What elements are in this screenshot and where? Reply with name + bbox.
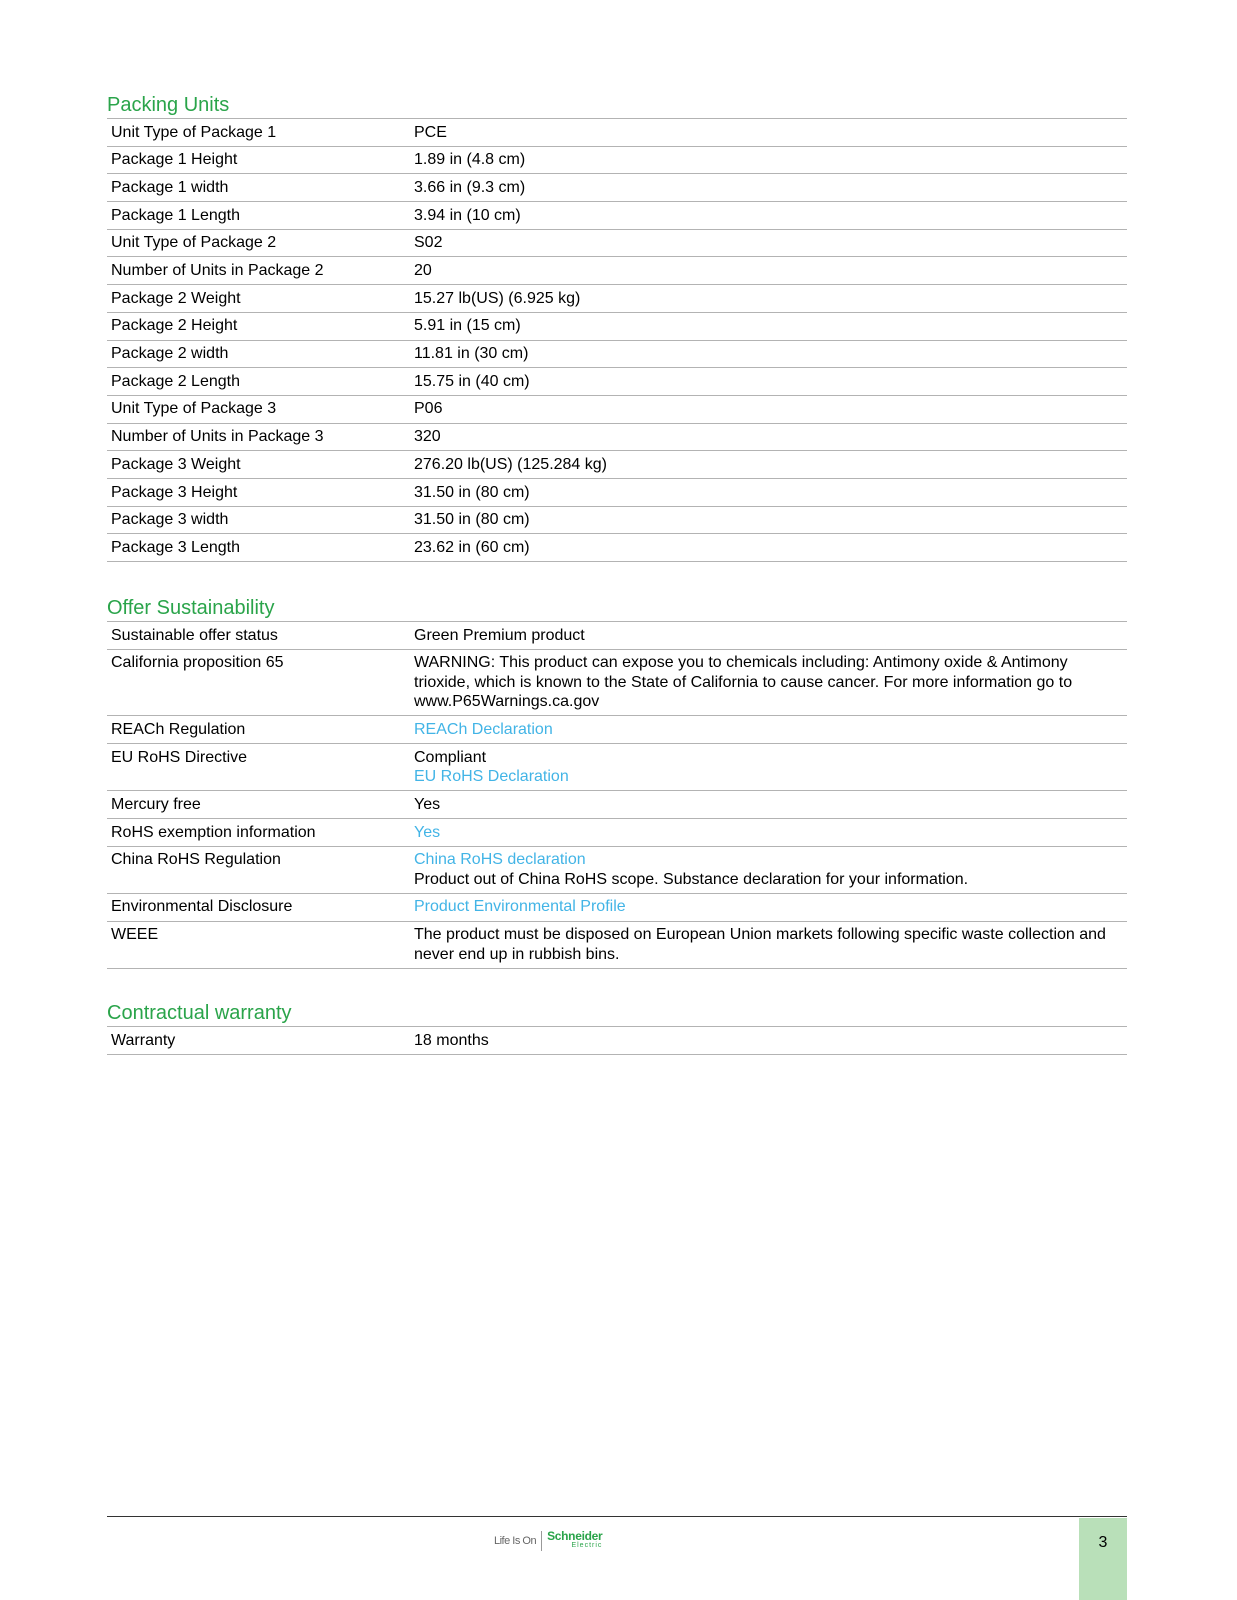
row-label: Unit Type of Package 3 (111, 400, 277, 418)
table-row (107, 174, 1127, 202)
value-text: Compliant (414, 748, 487, 766)
row-label: Package 2 Length (111, 372, 240, 390)
row-value (410, 202, 1127, 230)
row-value (410, 368, 1127, 396)
table-row (107, 451, 1127, 479)
row-value (410, 478, 1127, 506)
row-value (410, 395, 1127, 423)
value-text: 3.66 in (9.3 cm) (414, 178, 526, 196)
document-link[interactable]: REACh Declaration (414, 720, 553, 738)
row-label: Number of Units in Package 2 (111, 262, 324, 280)
table-row (107, 423, 1127, 451)
row-label: Package 1 Length (111, 206, 240, 224)
document-link[interactable]: Product Environmental Profile (414, 898, 626, 916)
brand-mark (547, 1531, 602, 1551)
section-title: Contractual warranty (107, 1002, 292, 1024)
row-label: REACh Regulation (111, 720, 246, 738)
value-text: 20 (414, 262, 432, 280)
table-row (107, 622, 1127, 650)
section-title: Packing Units (107, 94, 230, 116)
table-row (107, 1027, 1127, 1055)
row-value (410, 534, 1127, 562)
row-label: Package 2 width (111, 345, 229, 363)
row-label: WEEE (111, 926, 159, 944)
value-text: 1.89 in (4.8 cm) (414, 151, 526, 169)
value-text: Green Premium product (414, 626, 585, 644)
value-text: 320 (414, 428, 441, 446)
value-text: 5.91 in (15 cm) (414, 317, 521, 335)
document-link[interactable]: Yes (414, 823, 441, 841)
row-value (410, 340, 1127, 368)
packing-units-table (107, 118, 1127, 562)
value-text: 23.62 in (60 cm) (414, 538, 530, 556)
table-row (107, 716, 1127, 744)
value-text: 11.81 in (30 cm) (414, 345, 529, 363)
row-label: Environmental Disclosure (111, 898, 293, 916)
row-value (410, 174, 1127, 202)
row-label: Package 3 Length (111, 538, 240, 556)
value-text: 15.27 lb(US) (6.925 kg) (414, 289, 581, 307)
value-text: 15.75 in (40 cm) (414, 372, 530, 390)
row-value (410, 506, 1127, 534)
row-label: China RoHS Regulation (111, 851, 281, 869)
row-label: Package 3 width (111, 511, 229, 529)
value-text: Yes (414, 795, 441, 813)
value-text: S02 (414, 234, 443, 252)
row-value (410, 146, 1127, 174)
value-text: PCE (414, 123, 447, 141)
table-row (107, 921, 1127, 968)
table-row (107, 893, 1127, 921)
row-value (410, 893, 1127, 921)
table-row (107, 257, 1127, 285)
row-value (410, 649, 1127, 716)
table-row (107, 312, 1127, 340)
row-value (410, 846, 1127, 893)
table-row (107, 285, 1127, 313)
row-label: Package 1 Height (111, 151, 238, 169)
section-title: Offer Sustainability (107, 597, 275, 619)
row-value (410, 285, 1127, 313)
life-is-on-tagline: Life Is On (494, 1535, 537, 1547)
brand-name: Schneider (547, 1529, 603, 1543)
row-label: Unit Type of Package 2 (111, 234, 277, 252)
row-label: EU RoHS Directive (111, 748, 248, 766)
row-value (410, 744, 1127, 791)
footer-divider (107, 1516, 1127, 1517)
value-text: The product must be disposed on European Union markets following specific waste collection and never end up in rubbish bins. (414, 926, 1106, 963)
row-label: Sustainable offer status (111, 626, 278, 644)
row-value (410, 716, 1127, 744)
table-row (107, 534, 1127, 562)
row-value (410, 119, 1127, 147)
section-contractual-warranty (107, 1001, 1127, 1055)
table-row (107, 744, 1127, 791)
page-number: 3 (1079, 1518, 1127, 1600)
row-value (410, 257, 1127, 285)
row-value (410, 921, 1127, 968)
row-label: Package 3 Height (111, 483, 238, 501)
row-value (410, 229, 1127, 257)
section-packing-units (107, 93, 1127, 562)
table-row (107, 818, 1127, 846)
value-text: 31.50 in (80 cm) (414, 483, 530, 501)
table-row (107, 202, 1127, 230)
value-text: 31.50 in (80 cm) (414, 511, 530, 529)
logo-separator (541, 1531, 542, 1551)
table-row (107, 791, 1127, 819)
row-label: Warranty (111, 1031, 176, 1049)
table-row (107, 478, 1127, 506)
document-link[interactable]: EU RoHS Declaration (414, 768, 569, 786)
row-value (410, 312, 1127, 340)
table-row (107, 649, 1127, 716)
table-row (107, 395, 1127, 423)
table-row (107, 229, 1127, 257)
row-value (410, 818, 1127, 846)
value-text: 276.20 lb(US) (125.284 kg) (414, 455, 607, 473)
row-label: Unit Type of Package 1 (111, 123, 277, 141)
table-row (107, 846, 1127, 893)
value-text: WARNING: This product can expose you to chemicals including: Antimony oxide & Antimony trioxide, which is known to the State of California to cause cancer. For more information go to www.P65Warnings.ca.gov (414, 654, 1073, 711)
value-text: 3.94 in (10 cm) (414, 206, 521, 224)
table-row (107, 506, 1127, 534)
row-label: Package 2 Weight (111, 289, 241, 307)
contractual-warranty-table (107, 1026, 1127, 1055)
row-label: Mercury free (111, 795, 201, 813)
row-label: Package 3 Weight (111, 455, 241, 473)
row-label: RoHS exemption information (111, 823, 316, 841)
table-row (107, 340, 1127, 368)
row-label: California proposition 65 (111, 654, 284, 672)
row-label: Package 2 Height (111, 317, 238, 335)
brand-sub: Electric (571, 1542, 603, 1549)
row-value (410, 622, 1127, 650)
row-value (410, 791, 1127, 819)
schneider-logo (494, 1530, 602, 1552)
row-value (410, 451, 1127, 479)
section-offer-sustainability (107, 596, 1127, 969)
table-row (107, 368, 1127, 396)
value-text: 18 months (414, 1031, 489, 1049)
row-value (410, 423, 1127, 451)
table-row (107, 146, 1127, 174)
row-label: Package 1 width (111, 178, 229, 196)
offer-sustainability-table (107, 621, 1127, 969)
row-value (410, 1027, 1127, 1055)
value-text: Product out of China RoHS scope. Substance declaration for your information. (414, 870, 969, 888)
document-link[interactable]: China RoHS declaration (414, 851, 586, 869)
row-label: Number of Units in Package 3 (111, 428, 324, 446)
table-row (107, 119, 1127, 147)
value-text: P06 (414, 400, 443, 418)
